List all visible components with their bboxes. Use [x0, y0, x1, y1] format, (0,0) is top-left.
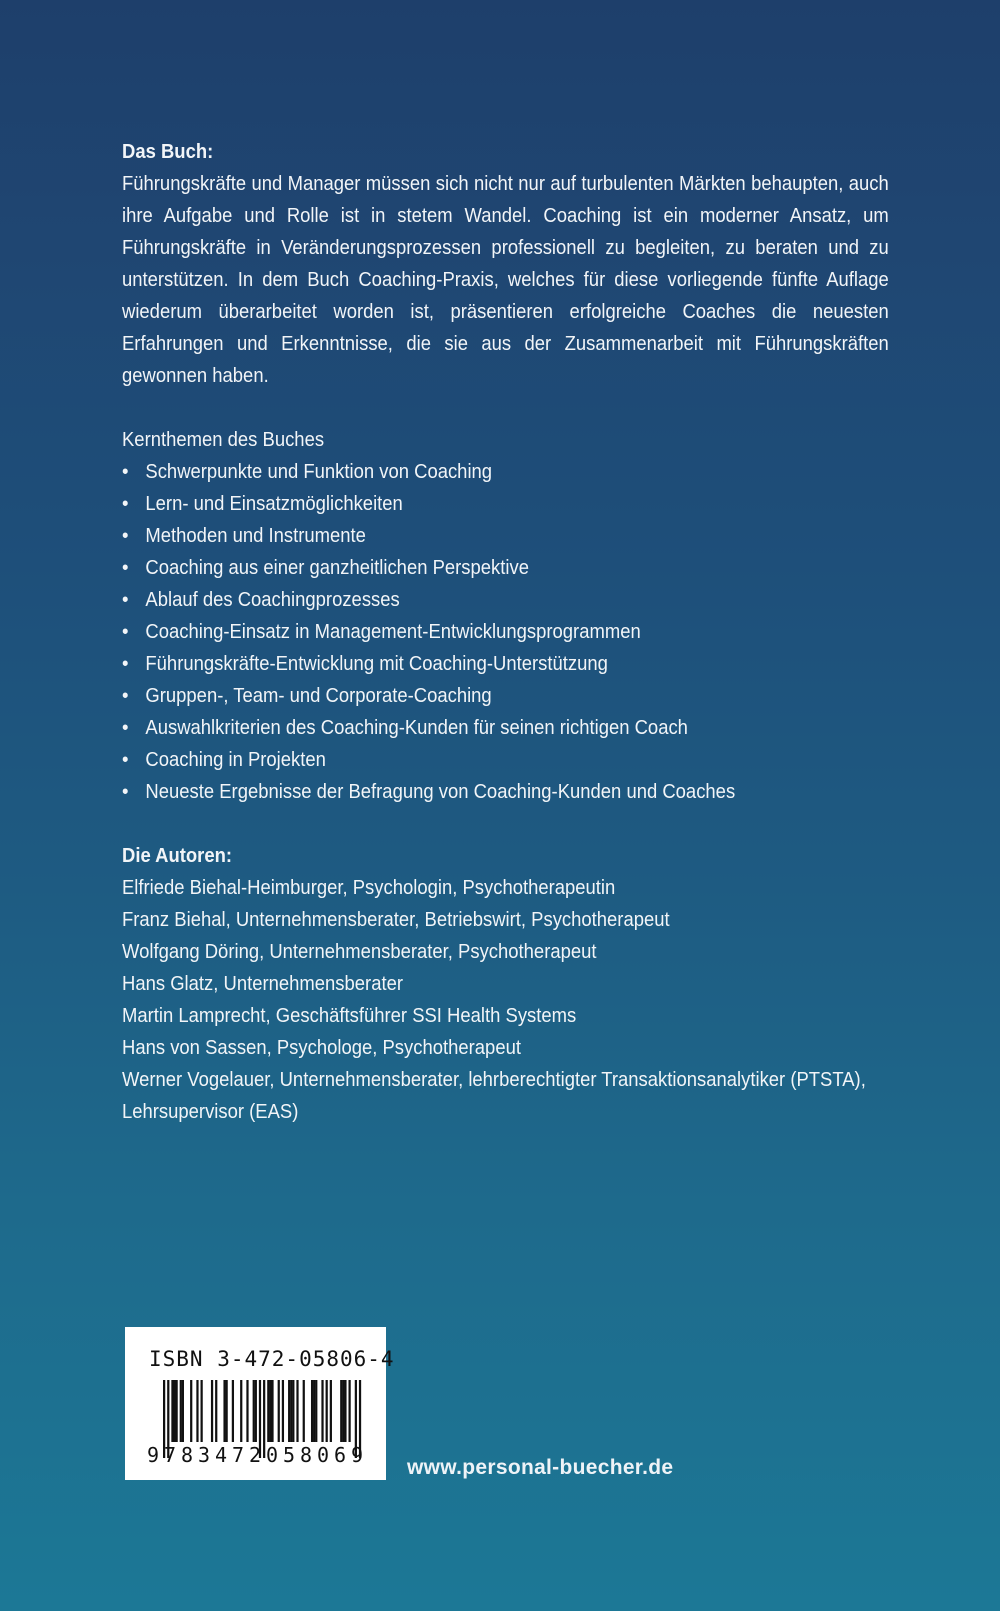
barcode-bar [292, 1380, 294, 1442]
bullet-icon: • [122, 748, 129, 771]
bullet-icon: • [122, 620, 129, 643]
barcode-bar [313, 1380, 315, 1442]
barcode-bar [215, 1380, 217, 1442]
barcode-bar [321, 1380, 323, 1442]
barcode-bar [211, 1380, 213, 1442]
barcode-bar [342, 1380, 344, 1442]
bullet-icon: • [122, 716, 129, 739]
topic-text: Auswahlkriterien des Coaching-Kunden für seinen richtigen Coach [145, 716, 688, 739]
barcode-bar [253, 1380, 255, 1442]
barcode-bar [326, 1380, 328, 1442]
barcode-bar [246, 1380, 248, 1442]
topic-text: Coaching aus einer ganzheitlichen Perspektive [145, 556, 529, 579]
topic-text: Schwerpunkte und Funktion von Coaching [145, 460, 493, 483]
barcode-bar [330, 1380, 332, 1442]
topic-text: Methoden und Instrumente [145, 524, 366, 547]
barcode-bar [240, 1380, 242, 1442]
topic-item [122, 552, 889, 584]
author-line: Wolfgang Döring, Unternehmensberater, Psychotherapeut [122, 940, 597, 963]
barcode-bar [340, 1380, 342, 1442]
bullet-icon: • [122, 460, 129, 483]
authors-heading: Die Autoren: [122, 844, 233, 867]
topic-text: Coaching-Einsatz in Management-Entwicklungsprogrammen [145, 620, 641, 643]
barcode-bar [173, 1380, 175, 1442]
barcode-bar [232, 1380, 234, 1442]
barcode-bar [271, 1380, 273, 1442]
authors-section [122, 840, 889, 1128]
barcode-bar [296, 1380, 298, 1442]
barcode-bar [201, 1380, 203, 1442]
barcode-bar [171, 1380, 173, 1442]
topic-item [122, 488, 889, 520]
bullet-icon: • [122, 588, 129, 611]
topic-item [122, 680, 889, 712]
topic-text: Führungskräfte-Entwicklung mit Coaching-Unterstützung [145, 652, 608, 675]
bullet-icon: • [122, 556, 129, 579]
bullet-icon: • [122, 524, 129, 547]
bullet-icon: • [122, 652, 129, 675]
isbn-barcode [147, 1380, 367, 1464]
topic-item [122, 616, 889, 648]
barcode-digits: 9783472058069 [147, 1443, 363, 1464]
book-heading: Das Buch: [122, 140, 214, 163]
author-line: Lehrsupervisor (EAS) [122, 1100, 299, 1123]
barcode-bar [255, 1380, 257, 1442]
barcode-bar [311, 1380, 313, 1442]
barcode-bar [190, 1380, 192, 1442]
topic-text: Coaching in Projekten [145, 748, 326, 771]
author-line: Hans von Sassen, Psychologe, Psychotherapeut [122, 1036, 521, 1059]
barcode-bar [226, 1380, 228, 1442]
topic-text: Neueste Ergebnisse der Befragung von Coaching-Kunden und Coaches [145, 780, 736, 803]
barcode-bar [278, 1380, 280, 1442]
author-line: Elfriede Biehal-Heimburger, Psychologin, Psychotherapeutin [122, 876, 616, 899]
barcode-bar [288, 1380, 290, 1442]
topics-list [122, 456, 889, 808]
bullet-icon: • [122, 684, 129, 707]
barcode-bar [196, 1380, 198, 1442]
website-url[interactable]: www.personal-buecher.de [407, 1456, 674, 1479]
topic-text: Ablauf des Coachingprozesses [145, 588, 400, 611]
barcode-bar [263, 1380, 265, 1458]
topic-item [122, 712, 889, 744]
author-line: Werner Vogelauer, Unternehmensberater, lehrberechtigter Transaktionsanalytiker (PTSTA), [122, 1068, 866, 1091]
bullet-icon: • [122, 492, 129, 515]
barcode-bar [180, 1380, 182, 1442]
isbn-label-box [125, 1327, 395, 1480]
barcode-bar [176, 1380, 178, 1442]
barcode-bar [267, 1380, 269, 1442]
authors-list [122, 872, 889, 1128]
barcode-bar [348, 1380, 350, 1442]
barcode-bar [182, 1380, 184, 1442]
book-description: Führungskräfte und Manager müssen sich nicht nur auf turbulenten Märkten behaupten, auch ihre Aufgabe und Rolle ist in stetem Wandel. Coaching ist ein moderner Ansatz, um Führungskräfte in Veränderungsprozessen professionell zu begleiten, zu beraten und zu unterstützen. In dem Buch Coaching-Praxis, welches für diese vorliegende fünfte Auflage wiederum überarbeitet worden ist, präsentieren erfolgreiche Coaches die neuesten Erfahrungen und Erkenntnisse, die sie aus der Zusammenarbeit mit Führungskräften gewonnen haben. [122, 172, 889, 387]
topic-text: Gruppen-, Team- und Corporate-Coaching [145, 684, 492, 707]
barcode-bar [282, 1380, 284, 1442]
topic-item [122, 744, 889, 776]
author-line: Franz Biehal, Unternehmensberater, Betriebswirt, Psychotherapeut [122, 908, 670, 931]
topic-item [122, 584, 889, 616]
barcode-bar [223, 1380, 225, 1442]
topic-text: Lern- und Einsatzmöglichkeiten [145, 492, 403, 515]
barcode-bar [269, 1380, 271, 1442]
cover-text-block [122, 136, 889, 1128]
topic-item [122, 456, 889, 488]
topics-intro: Kernthemen des Buches [122, 428, 325, 451]
topic-item [122, 520, 889, 552]
barcode-bar [303, 1380, 305, 1442]
topic-item [122, 648, 889, 680]
bullet-icon: • [122, 780, 129, 803]
barcode-bar [290, 1380, 292, 1442]
isbn-number: ISBN 3-472-05806-4 [149, 1347, 395, 1371]
author-line: Hans Glatz, Unternehmensberater [122, 972, 403, 995]
topic-item [122, 776, 889, 808]
barcode-bar [315, 1380, 317, 1442]
barcode-bar [344, 1380, 346, 1442]
author-line: Martin Lamprecht, Geschäftsführer SSI Health Systems [122, 1004, 577, 1027]
